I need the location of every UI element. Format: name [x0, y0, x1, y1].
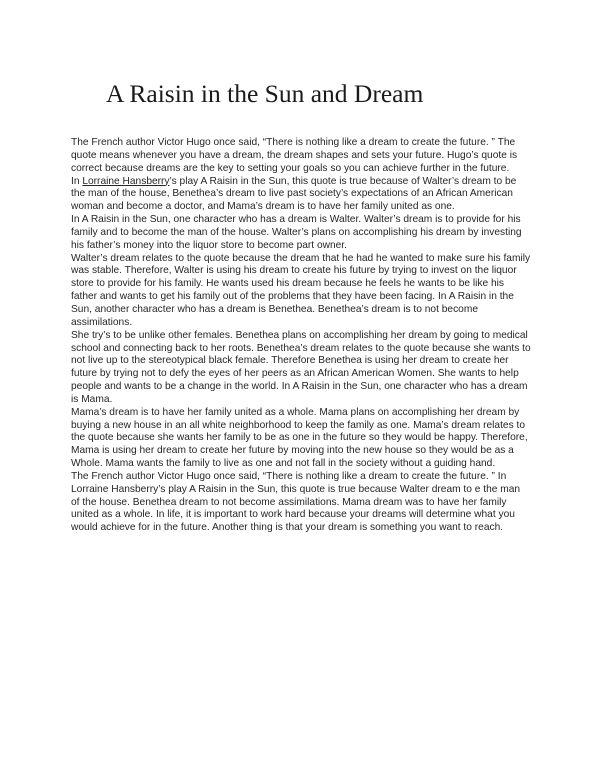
paragraph-intro: The French author Victor Hugo once said, “There is nothing like a dream to create the future. ” The quote means whenever you have a dream, the dream shapes and sets your future. Hugo’s quote is correct because dreams are the key to setting your goals so you can achieve further in the future.	[71, 137, 518, 174]
paragraph-walter: In A Raisin in the Sun, one character who has a dream is Walter. Walter’s dream is to provide for his family and to become the man of the house. Walter’s plans on accomplishing his dream by investing his father’s money into the liquor store to become part owner.	[71, 214, 522, 251]
document-body	[71, 137, 531, 535]
paragraph-walter-quote: Walter’s dream relates to the quote because the dream that he had he wanted to make sure his family was stable. Therefore, Walter is using his dream to create his future by trying to invest on the liquor store to provide for his family. He wants used his dream because he feels he wants to be like his father and wants to get his family out of the problems that they have been facing. In A Raisin in the Sun, another character who has a dream is Benethea. Benethea’s dream is to not become assimilations.	[71, 252, 531, 328]
paragraph-mama: Mama’s dream is to have her family united as a whole. Mama plans on accomplishing her dream by buying a new house in an all white neighborhood to keep the family as one. Mama’s dream relates to the quote because she wants her family to be as one in the future so they would be happy. Therefore, Mama is using her dream to create her future by moving into the new house so they would be as a Whole. Mama wants the family to live as one and not fall in the society without a guiding hand.	[71, 406, 528, 470]
paragraph-benethea: She try’s to be unlike other females. Benethea plans on accomplishing her dream by going to medical school and connecting back to her roots. Benethea’s dream relates to the quote because she wants to not live up to the stereotypical black female. Therefore Benethea is using her dream to create her future by trying not to defy the eyes of her peers as an African American Women. She wants to help people and wants to be a change in the world. In A Raisin in the Sun, one character who has a dream is Mama.	[71, 329, 531, 405]
paragraph-thesis	[71, 176, 531, 215]
paragraph-thesis-prefix: In	[71, 175, 83, 187]
document-title: A Raisin in the Sun and Dream	[106, 79, 424, 108]
paragraph-thesis-text: ’s play A Raisin in the Sun, this quote is true because of Walter’s dream to be the man of the house, Benethea’s dream to live past society’s expectations of an African American woman and become a doctor, and Mama’s dream is to have her family united as one.	[71, 175, 517, 213]
author-link[interactable]: Lorraine Hansberry	[82, 175, 170, 187]
paragraph-conclusion: The French author Victor Hugo once said, “There is nothing like a dream to create the future. ” In Lorraine Hansberry’s play A Raisin in the Sun, this quote is true because Walter dream to e the man of the house. Benethea dream to not become assimilations. Mama dream was to have her family united as a whole. In life, it is important to work hard because your dreams will determine what you would achieve for in the future. Another thing is that your dream is something you want to reach.	[71, 470, 521, 534]
